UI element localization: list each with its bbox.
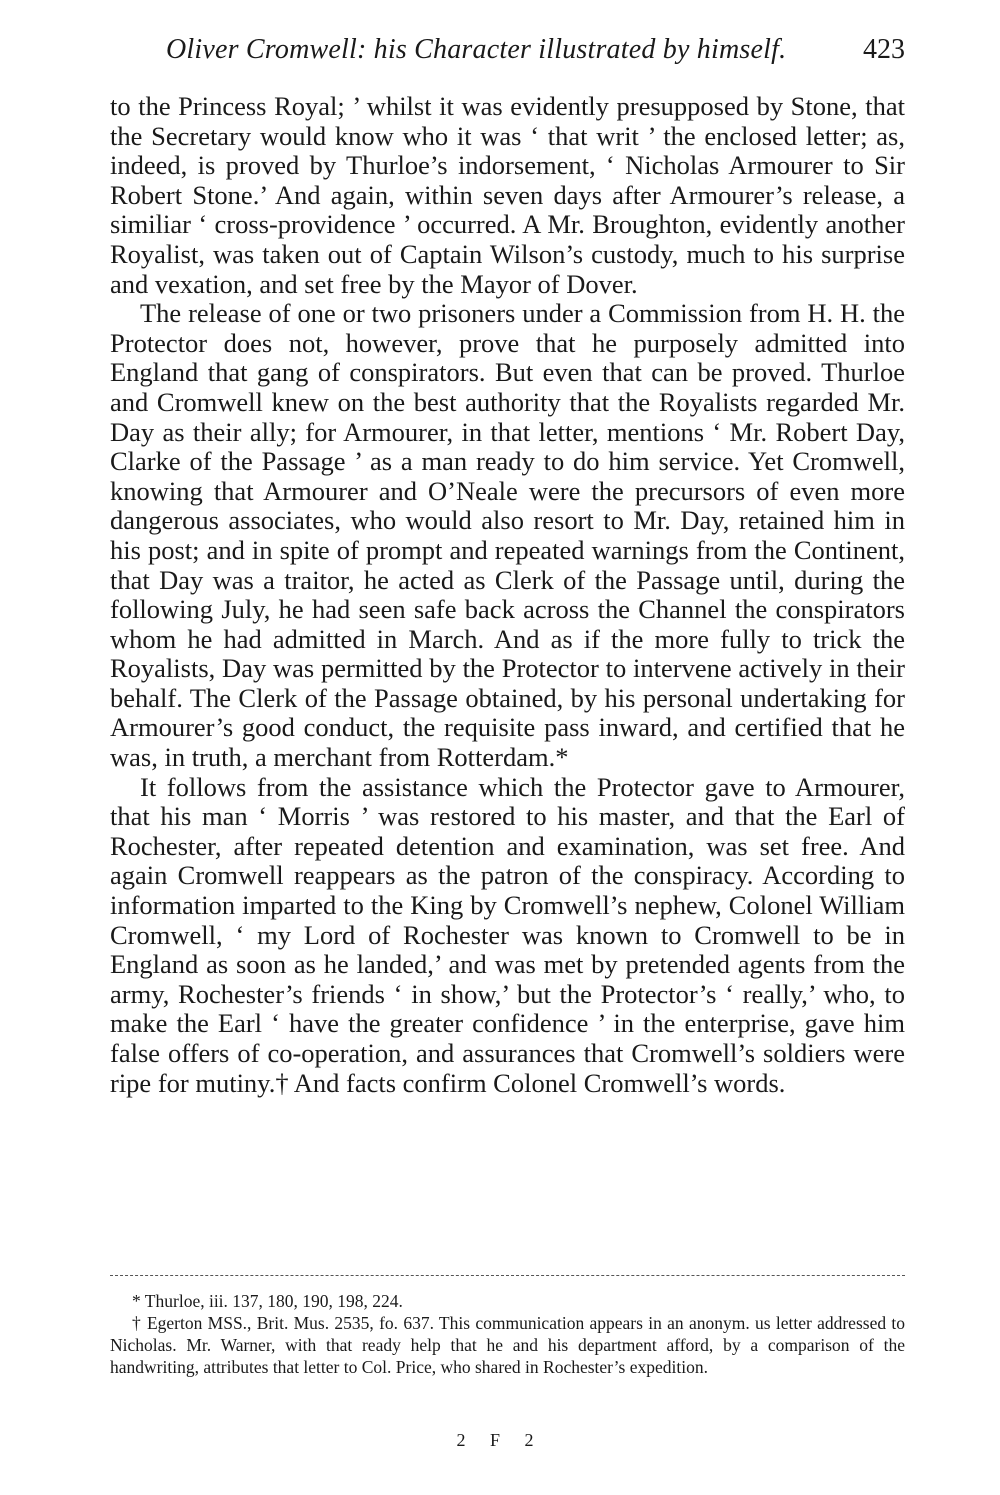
footnote-1: * Thurloe, iii. 137, 180, 190, 198, 224. <box>132 1291 403 1311</box>
footnote-separator <box>110 1275 905 1276</box>
paragraph-1: to the Princess Royal; ’ whilst it was evidently presupposed by Stone, that the Secretary would know who it was ‘ that writ ’ the enclosed letter; as, indeed, is proved by Thurloe’s indorsement, ‘ Nicholas Armourer to Sir Robert Stone.’ And again, within seven days after Armourer’s release, a similiar ‘ cross-providence ’ occurred. A Mr. Broughton, evidently another Royalist, was taken out of Captain Wilson’s custody, much to his surprise and vexation, and set free by the Mayor of Dover. <box>110 91 905 299</box>
signature-mark: 2 F 2 <box>456 1430 544 1450</box>
paragraph-3: It follows from the assistance which the Protector gave to Armourer, that his man ‘ Morris ’ was restored to his master, and that the Earl of Rochester, after repeated detention and examination, was set free. And again Cromwell reappears as the patron of the conspiracy. According to information imparted to the King by Cromwell’s nephew, Colonel William Cromwell, ‘ my Lord of Rochester was known to Cromwell to be in England as soon as he landed,’ and was met by pretended agents from the army, Rochester’s friends ‘ in show,’ but the Protector’s ‘ really,’ who, to make the Earl ‘ have the greater confidence ’ in the enterprise, gave him false offers of co-operation, and assurances that Cromwell’s soldiers were ripe for mutiny.† And facts confirm Colonel Cromwell’s words. <box>110 771 905 1098</box>
running-header <box>110 28 905 72</box>
page-number: 423 <box>863 34 905 65</box>
paragraph-2: The release of one or two prisoners under a Commission from H. H. the Protector does not, however, prove that he purposely admitted into England that gang of conspirators. But even that can be proved. Thurloe and Cromwell knew on the best authority that the Royalists regarded Mr. Day as their ally; for Armourer, in that letter, mentions ‘ Mr. Robert Day, Clarke of the Passage ’ as a man ready to do him service. Yet Cromwell, knowing that Armourer and O’Neale were the precursors of even more dangerous associates, who would also resort to Mr. Day, retained him in his post; and in spite of prompt and repeated warnings from the Continent, that Day was a traitor, he acted as Clerk of the Passage until, during the following July, he had seen safe back across the Channel the conspirators whom he had admitted in March. And as if the more fully to trick the Royalists, Day was permitted by the Protector to intervene actively in their behalf. The Clerk of the Passage obtained, by his personal undertaking for Armourer’s good conduct, the requisite pass inward, and certified that he was, in truth, a merchant from Rotterdam.* <box>110 298 905 773</box>
footnote-2: † Egerton MSS., Brit. Mus. 2535, fo. 637. This communication appears in an anonym. us letter addressed to Nicholas. Mr. Warner, with that ready help that he and his department afford, by a comparison of the handwriting, attributes that letter to Col. Price, who shared in Rochester’s expedition. <box>110 1313 905 1377</box>
body-text <box>110 92 905 1098</box>
footnotes <box>110 1290 905 1378</box>
running-title: Oliver Cromwell: his Character illustrated by himself. <box>166 34 787 65</box>
